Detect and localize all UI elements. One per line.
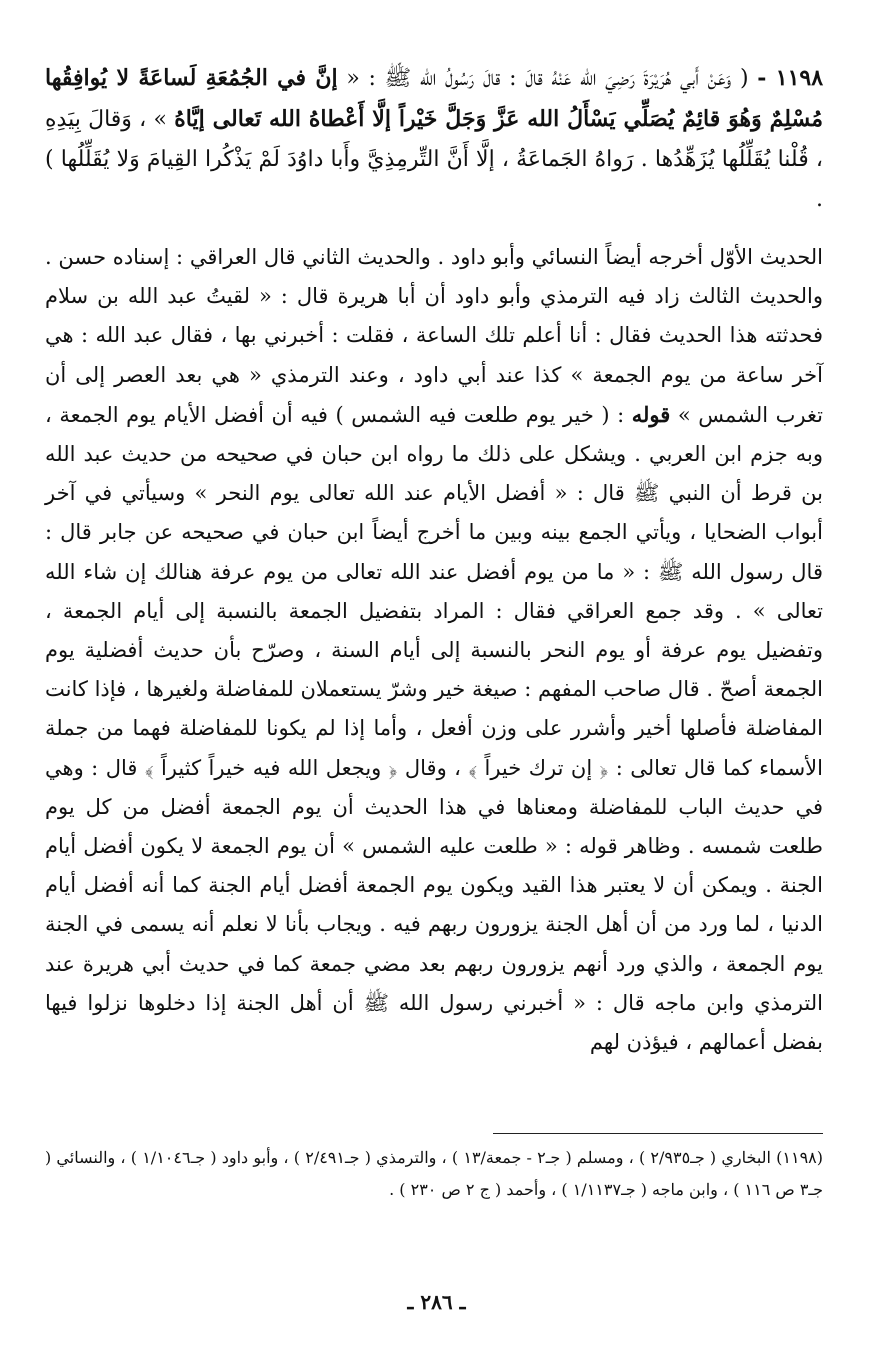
commentary-part-1: الحديث الأوّل أخرجه أيضاً النسائي وأبو داود . والحديث الثاني قال العراقي : إسناده حسن . والحديث الثالث زاد فيه الترمذي وأبو داود أن أبا هريرة قال : « لقيتُ عبد الله بن سلام فحدثته هذا الحديث فقال : أنا أعلم تلك الساعة ، فقلت : أخبرني بها ، فقال عبد الله : هي آخر ساعة من يوم الجمعة » كذا عند أبي داود ، وعند الترمذي « هي بعد العصر إلى أن تغرب الشمس » xyxy=(45,245,823,427)
hadith-number: ١١٩٨ - xyxy=(757,65,824,91)
hadith-paragraph xyxy=(45,58,823,220)
footnote-divider xyxy=(493,1133,823,1134)
commentary-part-2: : ( خير يوم طلعت فيه الشمس ) فيه أن أفضل الأيام يوم الجمعة ، وبه جزم ابن العربي . ويشكل على ذلك ما رواه ابن حبان في صحيحه من حديث عبد الله بن قرط أن النبي ﷺ قال : « أفضل الأيام عند الله تعالى يوم النحر » وسيأتي في آخر أبواب الضحايا ، ويأتي الجمع بينه وبين ما أخرج أيضاً ابن حبان في صحيحه عن جابر قال : قال رسول الله ﷺ : « ما من يوم أفضل عند الله تعالى من يوم عرفة هنالك إن شاء الله تعالى » . وقد جمع العراقي فقال : المراد بتفضيل الجمعة بالنسبة إلى أيام الجمعة ، وتفضيل يوم عرفة أو يوم النحر بالنسبة إلى أيام السنة ، وصرّح بأن حديث أفضلية يوم الجمعة أصحّ . قال صاحب المفهم : صيغة خير وشرّ يستعملان للمفاضلة ولغيرها ، فإذا كانت المفاضلة فأصلها أخير وأشرر على وزن أفعل ، وأما إذا لم يكونا للمفاضلة فهما من جملة الأسماء كما قال تعالى : ﴿ إن ترك خيراً ﴾ ، وقال ﴿ ويجعل الله فيه خيراً كثيراً ﴾ قال : وهي في حديث الباب للمفاضلة ومعناها في هذا الحديث أن يوم الجمعة أفضل من كل يوم طلعت شمسه . وظاهر قوله : « طلعت عليه الشمس » أن يوم الجمعة لا يكون أفضل أيام الجنة . ويمكن أن لا يعتبر هذا القيد ويكون يوم الجمعة أفضل أيام الجنة كما أنه أفضل أيام الدنيا ، لما ورد من أن أهل الجنة يزورون ربهم فيه . ويجاب بأنا لا نعلم أنه يسمى في الجنة يوم الجمعة ، والذي ورد أنهم يزورون ربهم بعد مضي جمعة كما في حديث أبي هريرة عند الترمذي وابن ماجه قال : « أخبرني رسول الله ﷺ أن أهل الجنة إذا دخلوها نزلوا فيها بفضل أعمالهم ، فيؤذن لهم xyxy=(45,402,823,1055)
footnotes xyxy=(45,1142,823,1206)
commentary-paragraph xyxy=(45,238,823,1062)
footnote-text: (١١٩٨) البخاري ( جـ٢/٩٣٥ ) ، ومسلم ( جـ٢ - جمعة/١٣ ) ، والترمذي ( جـ٢/٤٩١ ) ، وأبو داود ( جـ١/١٠٤٦ ) ، والنسائي ( جـ٣ ص ١١٦ ) ، وابن ماجه ( جـ١/١١٣٧ ) ، وأحمد ( ج ٢ ص ٢٣٠ ) . xyxy=(45,1148,824,1199)
page-number: ـ ٢٨٦ ـ xyxy=(407,1290,466,1314)
hadith-intro: ( وَعَنْ أَبي هُرَيْرَةَ رَضِيَ الله عَنْهُ قالَ : قالَ رَسُولُ الله ﷺ : « xyxy=(346,66,749,91)
qawluhu-label: قوله xyxy=(631,401,671,427)
hadith-matn: إنَّ في الجُمُعَةِ لَساعَةً لا يُوافِقُها مُسْلِمٌ وَهُوَ قائِمٌ يُصَلِّي يَسْأَلُ الله عَزَّ وَجَلَّ خَيْراً إلَّا أَعْطاهُ الله تَعالى إيَّاهُ xyxy=(45,65,823,132)
hadith-rest: » ، وَقالَ بِيَدِهِ ، قُلْنا يُقَلِّلُها يُزَهِّدُها . رَواهُ الجَماعَةُ ، إلَّا أَنَّ التِّرمِذِيَّ وأَبا داوُدَ لَمْ يَذْكُرا القِيامَ وَلا يُقَلِّلُها ) . xyxy=(45,107,823,212)
